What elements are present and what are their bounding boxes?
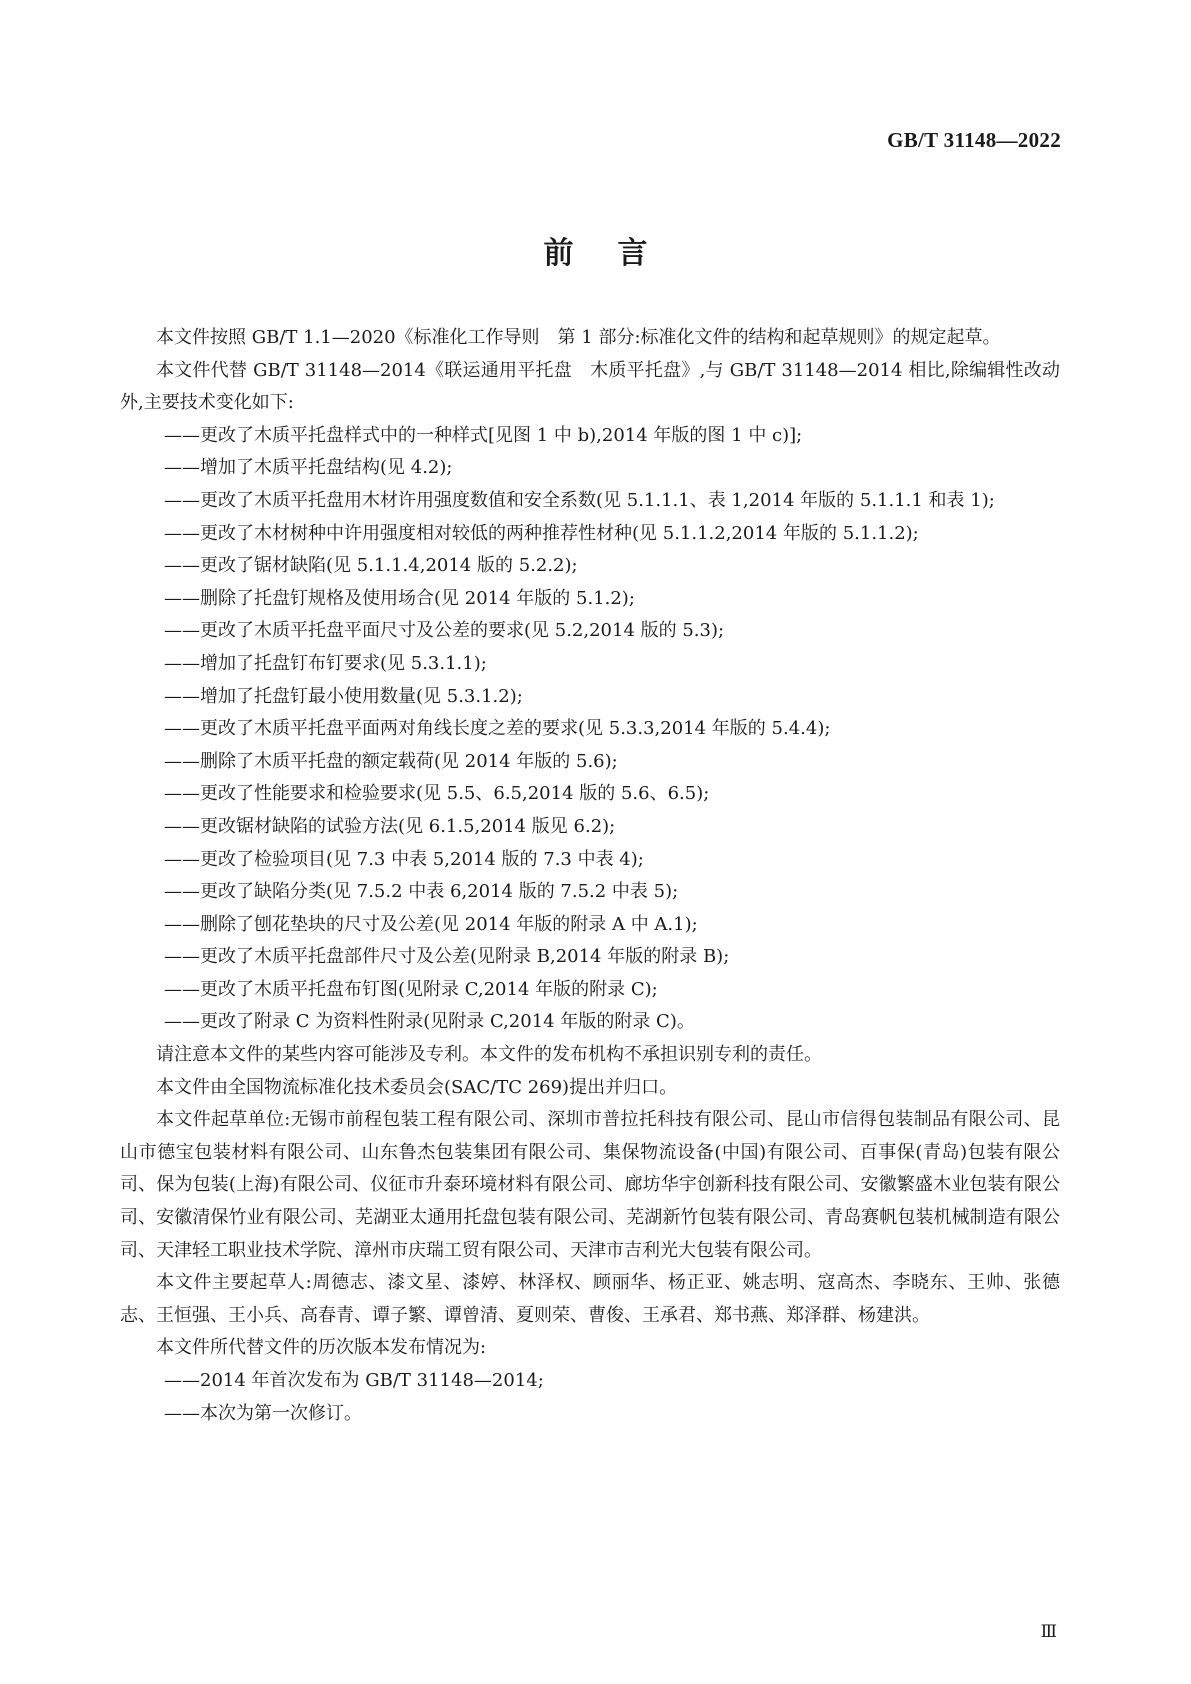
history-item: ——本次为第一次修订。	[164, 1402, 362, 1424]
committee-notice: 本文件由全国物流标准化技术委员会(SAC/TC 269)提出并归口。	[156, 1076, 678, 1098]
change-item: ——更改了木质平托盘平面尺寸及公差的要求(见 5.2,2014 版的 5.3);	[164, 620, 725, 642]
change-item: ——删除了托盘钉规格及使用场合(见 2014 年版的 5.1.2);	[164, 587, 635, 609]
change-item: ——更改了附录 C 为资料性附录(见附录 C,2014 年版的附录 C)。	[164, 1011, 695, 1033]
patent-notice: 请注意本文件的某些内容可能涉及专利。本文件的发布机构不承担识别专利的责任。	[156, 1044, 822, 1066]
page-number: Ⅲ	[1040, 1622, 1057, 1641]
intro-paragraph-replacement: 本文件代替 GB/T 31148—2014《联运通用平托盘 木质平托盘》,与 GB/T 31148—2014 相比,除编辑性改动外,主要技术变化如下:	[120, 359, 1060, 414]
drafters: 本文件主要起草人:周德志、漆文星、漆婷、林泽权、顾丽华、杨正亚、姚志明、寇高杰、李晓东、王帅、张德志、王恒强、王小兵、高春青、谭子繁、谭曾清、夏则荣、曹俊、王承君、郑书燕、郑泽群、杨建洪。	[120, 1272, 1060, 1326]
change-item: ——更改了木质平托盘部件尺寸及公差(见附录 B,2014 年版的附录 B);	[164, 946, 730, 968]
change-item: ——更改了木质平托盘用木材许用强度数值和安全系数(见 5.1.1.1、表 1,2014 年版的 5.1.1.1 和表 1);	[164, 489, 995, 511]
intro-paragraph-drafting: 本文件按照 GB/T 1.1—2020《标准化工作导则 第 1 部分:标准化文件的结构和起草规则》的规定起草。	[156, 327, 1001, 348]
foreword-body	[120, 322, 1060, 1430]
change-item: ——更改了检验项目(见 7.3 中表 5,2014 版的 7.3 中表 4);	[164, 848, 644, 870]
change-item: ——更改了木质平托盘布钉图(见附录 C,2014 年版的附录 C);	[164, 978, 658, 1000]
change-item: ——更改了缺陷分类(见 7.5.2 中表 6,2014 版的 7.5.2 中表 5);	[164, 881, 679, 903]
change-item: ——更改锯材缺陷的试验方法(见 6.1.5,2014 版见 6.2);	[164, 815, 616, 837]
change-item: ——更改了木质平托盘平面两对角线长度之差的要求(见 5.3.3,2014 年版的 5.4.4);	[164, 718, 831, 740]
change-item: ——增加了托盘钉布钉要求(见 5.3.1.1);	[164, 652, 487, 674]
page-title: 前言	[543, 236, 692, 271]
change-item: ——更改了锯材缺陷(见 5.1.1.4,2014 版的 5.2.2);	[164, 555, 578, 577]
history-item: ——2014 年首次发布为 GB/T 31148—2014;	[164, 1370, 544, 1391]
change-item: ——更改了木材树种中许用强度相对较低的两种推荐性材种(见 5.1.1.2,2014 年版的 5.1.1.2);	[164, 522, 919, 544]
change-item: ——更改了性能要求和检验要求(见 5.5、6.5,2014 版的 5.6、6.5);	[164, 783, 710, 805]
history-intro: 本文件所代替文件的历次版本发布情况为:	[156, 1337, 487, 1359]
change-item: ——更改了木质平托盘样式中的一种样式[见图 1 中 b),2014 年版的图 1 中 c)];	[164, 424, 803, 446]
standard-code: GB/T 31148—2022	[887, 128, 1061, 152]
change-item: ——删除了木质平托盘的额定载荷(见 2014 年版的 5.6);	[164, 750, 618, 772]
change-item: ——删除了刨花垫块的尺寸及公差(见 2014 年版的附录 A 中 A.1);	[164, 913, 698, 935]
change-item: ——增加了托盘钉最小使用数量(见 5.3.1.2);	[164, 685, 523, 707]
change-item: ——增加了木质平托盘结构(见 4.2);	[164, 457, 453, 479]
drafting-units: 本文件起草单位:无锡市前程包装工程有限公司、深圳市普拉托科技有限公司、昆山市信得包装制品有限公司、昆山市德宝包装材料有限公司、山东鲁杰包装集团有限公司、集保物流设备(中国)有限公司、百事保(青岛)包装有限公司、保为包装(上海)有限公司、仪征市升泰环境材料有限公司、廊坊华宇创新科技有限公司、安徽繁盛木业包装有限公司、安徽清保竹业有限公司、芜湖亚太通用托盘包装有限公司、芜湖新竹包装有限公司、青岛赛帆包装机械制造有限公司、天津轻工职业技术学院、漳州市庆瑞工贸有限公司、天津市吉利光大包装有限公司。	[120, 1109, 1060, 1261]
